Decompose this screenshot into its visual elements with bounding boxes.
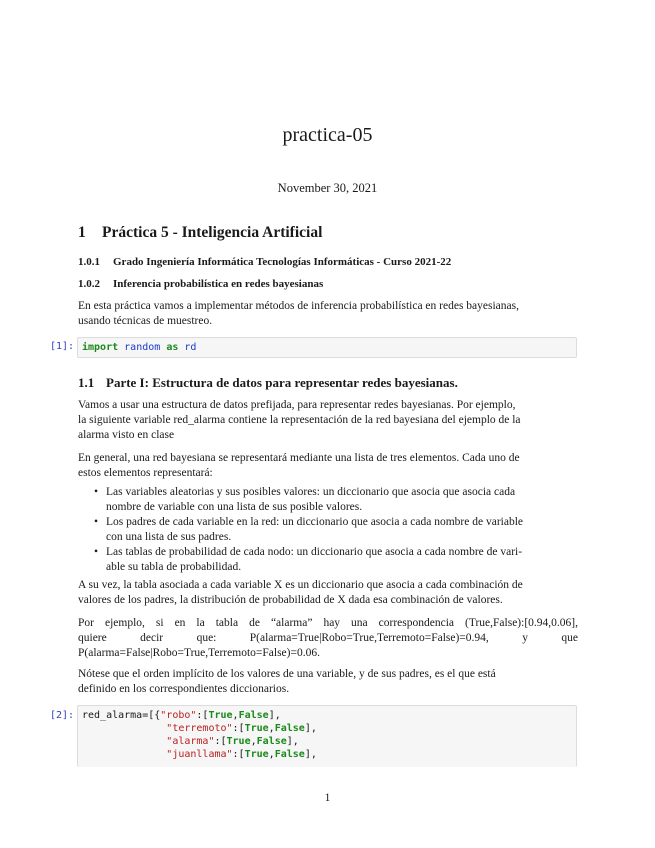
code-operator: :[: [232, 723, 245, 734]
code-string: "juanllama": [166, 749, 233, 760]
code-variable: red_alarma: [82, 710, 143, 721]
intro-paragraph: [78, 299, 578, 329]
section-title: Práctica 5 - Inteligencia Artificial: [102, 224, 323, 241]
section-heading-1-1: [78, 375, 458, 391]
code-string: "alarma": [166, 736, 215, 747]
text-line: Las tablas de probabilidad de cada nodo: un diccionario que asocia a cada nombre de vari-: [106, 546, 523, 558]
text-line: Las variables aleatorias y sus posibles valores: un diccionario que asocia que asocia cada: [106, 486, 516, 498]
code-operator: =[{: [142, 710, 161, 721]
text-line: Por ejemplo, si en la tabla de “alarma” hay una correspondencia (True,False):[0.94,0.06],: [78, 617, 578, 629]
code-cell-1[interactable]: [77, 337, 577, 358]
bullet-icon: •: [94, 516, 99, 528]
code-module: random: [124, 342, 161, 353]
text-line: definido en los correspondientes diccionarios.: [78, 683, 290, 695]
section-heading-1: [78, 224, 322, 242]
text-line: valores de los padres, la distribución de probabilidad de X dada esa combinación de valores.: [78, 594, 503, 606]
text-line: Vamos a usar una estructura de datos prefijada, para representar redes bayesianas. Por ejemplo,: [78, 399, 516, 411]
paragraph-representacion: [78, 451, 578, 481]
code-string: "terremoto": [166, 723, 233, 734]
bullet-list: [78, 485, 578, 575]
list-item: [78, 515, 578, 545]
code-operator: :[: [214, 736, 227, 747]
text-line: quiere decir que: P(alarma=True|Robo=True,Terremoto=False)=0.94, y que: [78, 632, 578, 644]
section-title: Parte I: Estructura de datos para representar redes bayesianas.: [106, 375, 458, 390]
paragraph-ejemplo: [78, 616, 578, 661]
code-operator: :[: [196, 710, 209, 721]
code-constant: True: [244, 749, 269, 760]
document-date: November 30, 2021: [277, 181, 378, 195]
list-item: [78, 545, 578, 575]
code-constant: False: [274, 749, 305, 760]
section-number: 1: [78, 224, 86, 241]
bullet-icon: •: [94, 486, 99, 498]
code-constant: True: [208, 710, 233, 721]
code-keyword: as: [166, 342, 179, 353]
text-line: able su tabla de probabilidad.: [106, 561, 242, 573]
code-operator: ,: [250, 736, 257, 747]
text-line: la siguiente variable red_alarma contiene la representación de la red bayesiana del ejemplo de la: [78, 414, 521, 426]
paragraph-red-alarma: [78, 398, 578, 443]
code-constant: False: [238, 710, 269, 721]
code-operator: :[: [232, 749, 245, 760]
code-alias: rd: [184, 342, 197, 353]
code-operator: ,: [232, 710, 239, 721]
subsection-title: Inferencia probabilística en redes bayesianas: [113, 278, 324, 290]
code-string: "robo": [160, 710, 197, 721]
subsection-number: 1.0.1: [78, 256, 100, 268]
cell-prompt: [2]:: [50, 710, 75, 721]
paragraph-notese: [78, 667, 578, 697]
code-operator: ],: [304, 749, 317, 760]
code-cell-2[interactable]: [77, 705, 577, 767]
section-number: 1.1: [78, 375, 95, 390]
subsection-heading-1-0-1: [78, 256, 451, 268]
text-line: En general, una red bayesiana se representará mediante una lista de tres elementos. Cada uno de: [78, 452, 520, 464]
document-title: practica-05: [282, 124, 373, 146]
text-line: con una lista de sus padres.: [106, 531, 232, 543]
code-constant: False: [256, 736, 287, 747]
code-operator: ],: [268, 710, 281, 721]
subsection-title: Grado Ingeniería Informática Tecnologías Informáticas - Curso 2021-22: [113, 256, 452, 268]
text-line: P(alarma=False|Robo=True,Terremoto=False)=0.06.: [78, 647, 320, 659]
subsection-number: 1.0.2: [78, 278, 100, 290]
list-item: [78, 485, 578, 515]
text-line: Los padres de cada variable en la red: un diccionario que asocia a cada nombre de variable: [106, 516, 523, 528]
code-constant: True: [226, 736, 251, 747]
code-constant: False: [274, 723, 305, 734]
paragraph-tabla-asociada: [78, 578, 578, 608]
text-line: Nótese que el orden implícito de los valores de una variable, y de sus padres, es el que está: [78, 668, 496, 680]
code-operator: ],: [304, 723, 317, 734]
text-line: estos elementos representará:: [78, 467, 213, 479]
subsection-heading-1-0-2: [78, 278, 323, 290]
page-number: 1: [324, 792, 331, 804]
bullet-icon: •: [94, 546, 99, 558]
text-line: En esta práctica vamos a implementar métodos de inferencia probabilística en redes bayesianas,: [78, 300, 519, 312]
code-operator: ,: [268, 723, 275, 734]
text-line: nombre de variable con una lista de sus posible valores.: [106, 501, 363, 513]
text-line: alarma visto en clase: [78, 429, 175, 441]
code-constant: True: [244, 723, 269, 734]
text-line: usando técnicas de muestreo.: [78, 315, 213, 327]
cell-prompt: [1]:: [50, 341, 75, 352]
code-keyword: import: [82, 342, 119, 353]
code-operator: ],: [286, 736, 299, 747]
code-operator: ,: [268, 749, 275, 760]
text-line: A su vez, la tabla asociada a cada variable X es un diccionario que asocia a cada combinación de: [78, 579, 523, 591]
